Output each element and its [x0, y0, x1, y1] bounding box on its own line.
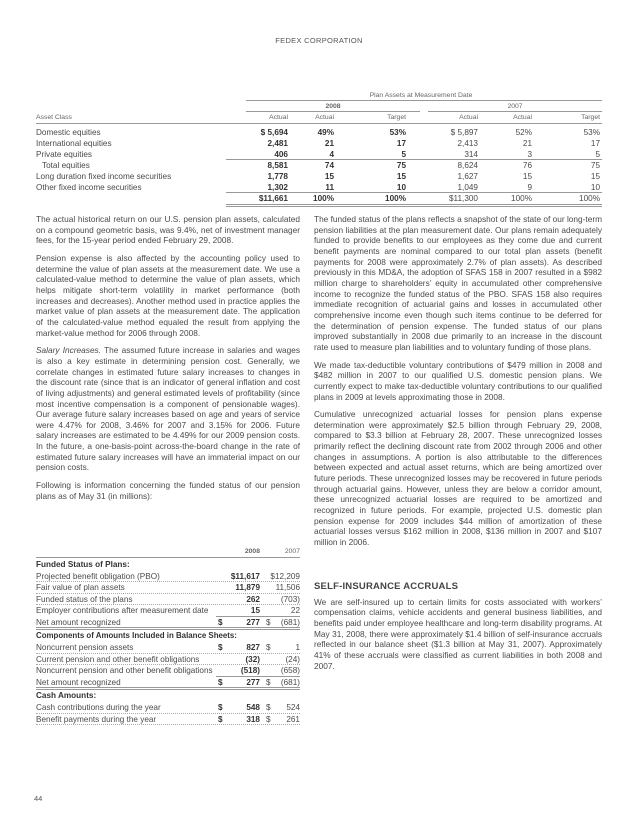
row-label: Other fixed income securities [36, 183, 142, 192]
target-2008: 75 [396, 161, 406, 170]
actual-2008: 8,581 [267, 161, 288, 170]
row-label: Net amount recognized [36, 617, 121, 627]
year-2007-label: 2007 [507, 103, 523, 110]
value-2008: 262 [246, 594, 260, 604]
actual-pct-2008: 11 [325, 183, 334, 192]
value-2008: (32) [245, 654, 260, 664]
actual-pct-2008: 100% [313, 194, 334, 203]
target-2007: 10 [590, 183, 600, 192]
value-2007: 261 [286, 714, 300, 724]
column-header-row [36, 546, 300, 558]
value-2007: (681) [280, 617, 300, 627]
target-2008: 5 [401, 150, 406, 159]
col-2008: 2008 [244, 548, 260, 555]
target-2008: 15 [396, 172, 406, 181]
value-2007: (658) [280, 666, 300, 675]
currency-2008: $ [218, 643, 223, 652]
paragraph: Following is information concerning the funded status of our pension plans as of May 31 (in millions): [36, 480, 300, 501]
actual-2007: 1,049 [457, 183, 478, 192]
currency-2007: $ [266, 643, 271, 652]
target-2007: 53% [583, 128, 600, 137]
col-actual-2007: Actual [459, 114, 478, 121]
target-2007: 5 [595, 150, 600, 159]
row-label: Current pension and other benefit obligations [36, 654, 200, 664]
paragraph [36, 345, 300, 473]
section-heading: SELF-INSURANCE ACCRUALS [314, 581, 459, 592]
paragraph: The actual historical return on our U.S. pension plan assets, calculated on a compound geometric basis, was 9.4%, net of investment manager fees, for the 15-year period ended February 29, 2008. [36, 214, 300, 246]
row-label: Cash contributions during the year [36, 703, 161, 712]
header-rule [36, 557, 300, 558]
value-2008: $11,617 [230, 571, 260, 581]
actual-pct-2007: 3 [527, 150, 532, 159]
actual-2007: $ 5,897 [450, 128, 478, 137]
row-label: Domestic equities [36, 128, 101, 137]
table-title: Plan Assets at Measurement Date [369, 92, 473, 99]
row-label: International equities [36, 139, 112, 148]
value-2007: 524 [286, 703, 300, 712]
currency-2007: $ [266, 714, 271, 724]
col-actual-pct-2008: Actual [315, 114, 334, 121]
section-label: Funded Status of Plans: [36, 560, 130, 569]
value-2007: $12,209 [270, 571, 300, 581]
row-label: Total equities [42, 161, 90, 170]
page-header: FEDEX CORPORATION [275, 36, 363, 45]
table-row [36, 160, 602, 171]
self-insurance-section [314, 582, 602, 678]
currency-2008: $ [218, 703, 223, 712]
actual-2007: 8,624 [457, 161, 478, 170]
row-label: Employer contributions after measurement date [36, 606, 209, 615]
target-2008: 17 [396, 139, 406, 148]
value-2007: (703) [280, 594, 300, 604]
table-row [36, 171, 602, 182]
actual-2008: 406 [274, 150, 288, 159]
table-row [36, 690, 300, 702]
actual-pct-2007: 100% [511, 194, 532, 203]
col-target-2007: Target [581, 114, 600, 121]
salary-increases-lead: Salary Increases. [36, 345, 102, 356]
target-2008: 100% [385, 194, 406, 203]
value-2008: 827 [246, 643, 260, 652]
col-target-2008: Target [387, 114, 406, 121]
paragraph: Cumulative unrecognized actuarial losses for pension plans expense determination were approximately $2.5 billion through February 29, 2008, compared to $3.3 billion at February 28, 2007. These unrecognized losses primarily reflect the declining discount rate from 2002 through 2006 and other changes in assumptions. A portion is also attributable to the differences between expected and actual asset returns, which are being amortized over future periods. These unrecognized losses may be recovered in future periods through actuarial gains. However, unless they are below a corridor amount, these unrecognized actuarial losses are required to be amortized and recognized in future periods. For example, projected U.S. domestic plan pension expense for 2009 includes $44 million of amortization of these actuarial losses versus $162 million in 2008, $136 million in 2007 and $107 million in 2006. [314, 409, 602, 548]
value-2008: 277 [246, 677, 260, 687]
header-rule [36, 123, 602, 124]
table-row-total [36, 193, 602, 204]
target-2007: 17 [590, 139, 600, 148]
currency-2008: $ [218, 714, 223, 724]
actual-2007: $11,300 [449, 194, 478, 203]
actual-2007: 314 [464, 150, 478, 159]
actual-2008: 2,481 [267, 139, 288, 148]
page-number: 44 [34, 794, 43, 803]
actual-pct-2007: 52% [515, 128, 532, 137]
actual-pct-2008: 15 [324, 172, 334, 181]
value-2007: (681) [280, 677, 300, 687]
value-2007: 11,506 [275, 583, 300, 592]
value-2008: (518) [240, 666, 260, 675]
section-label: Components of Amounts Included in Balance Sheets: [36, 631, 237, 640]
row-divider [36, 724, 300, 725]
value-2007: (24) [285, 654, 300, 664]
actual-2008: $11,661 [258, 194, 288, 203]
table-row [36, 630, 300, 642]
col-asset-class: Asset Class [36, 114, 72, 121]
row-label: Fair value of plan assets [36, 583, 125, 592]
paragraph-body: The assumed future increase in salaries and wages is also a key estimate in determining pension cost. Generally, we correlate changes in estimated future salary increases to changes in the discount rate (since that is an indicator of general inflation and cost of living adjustments) and general estimated levels of profitability (since most incentive compensation is a component of pensionable wages). Our average future salary increases based on age and years of service were 4.47% for 2008, 3.46% for 2007 and 3.15% for 2006. Future salary increases are estimated to be 4.49% for our 2009 pension costs. In the future, a one-basis-point across-the-board change in the rate of estimated future salary increases will have an immaterial impact on our pension costs. [36, 345, 300, 473]
actual-pct-2007: 21 [522, 139, 532, 148]
actual-pct-2007: 15 [522, 172, 532, 181]
currency-2007: $ [266, 677, 271, 687]
actual-pct-2008: 49% [317, 128, 334, 137]
row-label: Funded status of the plans [36, 594, 133, 604]
currency-2008: $ [218, 617, 223, 627]
currency-2008: $ [218, 677, 223, 687]
col-actual-pct-2007: Actual [513, 114, 532, 121]
actual-pct-2008: 21 [324, 139, 334, 148]
col-actual-2008: Actual [269, 114, 288, 121]
value-2008: 318 [246, 714, 260, 724]
row-label: Benefit payments during the year [36, 714, 157, 724]
value-2007: 22 [290, 606, 300, 615]
actual-pct-2007: 76 [522, 161, 532, 170]
section-label: Cash Amounts: [36, 691, 97, 700]
right-column [314, 214, 602, 555]
paragraph: We are self-insured up to certain limits for costs associated with workers’ compensation claims, vehicle accidents and general business liabilities, and benefits paid under employee healthcare and long-term disability programs. At May 31, 2008, there were approximately $1.4 billion of self-insurance accruals reflected in our balance sheet ($1.3 billion at May 31, 2007). Approximately 41% of these accruals were classified as current liabilities in both 2008 and 2007. [314, 596, 602, 671]
actual-2007: 2,413 [457, 139, 478, 148]
currency-2007: $ [266, 617, 271, 627]
target-2007: 75 [590, 161, 600, 170]
currency-2007: $ [266, 703, 271, 712]
row-label: Long duration fixed income securities [36, 172, 172, 181]
actual-2007: 1,627 [457, 172, 478, 181]
value-2008: 15 [250, 606, 260, 615]
table-row [36, 559, 300, 571]
actual-pct-2008: 74 [324, 161, 334, 170]
paragraph: Pension expense is also affected by the accounting policy used to determine the value of plan assets at the measurement date. We use a calculated-value method to determine the value of plan assets, which helps mitigate short-term volatility in market performance (both increases and decreases). Another method used in practice applies the market value of plan assets at the measurement date. The application of the calculated-value method equaled the result from applying the market-value method for 2006 through 2008. [36, 252, 300, 338]
actual-pct-2007: 9 [527, 183, 532, 192]
actual-2008: 1,302 [267, 183, 288, 192]
row-label: Noncurrent pension and other benefit obligations [36, 666, 213, 675]
paragraph: We made tax-deductible voluntary contributions of $479 million in 2008 and $482 million in 2007 to our qualified U.S. domestic pension plans. We currently expect to make tax-deductible voluntary contributions to our qualified plans in 2009 at levels approximating those in 2008. [314, 359, 602, 402]
actual-2008: $ 5,694 [260, 128, 288, 137]
value-2007: 1 [295, 643, 300, 652]
column-header-row [36, 112, 602, 123]
target-2008: 53% [389, 128, 406, 137]
table-row [36, 127, 602, 138]
value-2008: 11,879 [235, 583, 260, 592]
row-label: Private equities [36, 150, 92, 159]
table-row [36, 138, 602, 149]
target-2008: 10 [396, 183, 406, 192]
actual-2008: 1,778 [267, 172, 288, 181]
row-label: Noncurrent pension assets [36, 643, 134, 652]
value-2008: 548 [246, 703, 260, 712]
year-2008-label: 2008 [325, 103, 341, 110]
value-2008: 277 [246, 617, 260, 627]
paragraph: The funded status of the plans reflects a snapshot of the state of our long-term pension liabilities at the plan measurement date. Our plans remain adequately funded to provide benefits to our employees as they come due and current benefit payments are nominal compared to our total plan assets (benefit payments for 2008 were approximately 2.7% of plan assets). As described previously in this MD&A, the adoption of SFAS 158 in 2007 resulted in a $982 million charge to shareholders’ equity in accumulated other comprehensive income to recognize the funded status of the PBO. SFAS 158 also requires immediate recognition of actuarial gains and losses in accumulated other comprehensive income even though such items continue to be deferred for the determination of pension expense. The funded status of our plans improved substantially in 2008 due primarily to an increase in the discount rate used to measure plan liabilities and to voluntary funding of those plans. [314, 214, 602, 352]
col-2007: 2007 [284, 548, 300, 555]
target-2007: 100% [579, 194, 600, 203]
target-2007: 15 [590, 172, 600, 181]
double-total-rule [226, 204, 602, 207]
actual-pct-2008: 4 [329, 150, 334, 159]
left-column [36, 214, 300, 508]
row-label: Projected benefit obligation (PBO) [36, 571, 160, 581]
row-label: Net amount recognized [36, 677, 121, 687]
